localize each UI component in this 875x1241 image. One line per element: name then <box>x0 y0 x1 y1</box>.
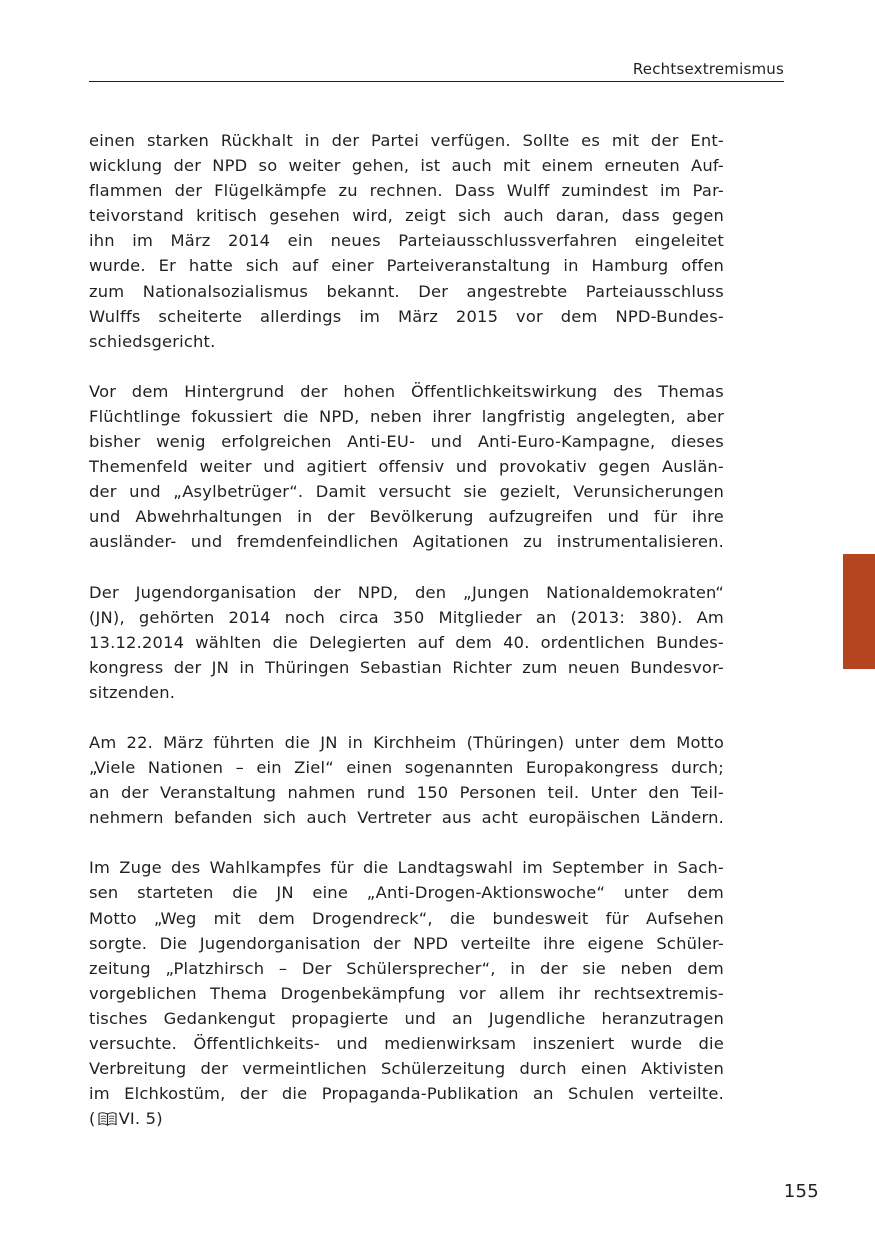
text-line: kongress der JN in Thüringen Sebastian Richter zum neuen Bundesvor- <box>89 657 724 677</box>
text-line: zeitung „Platzhirsch – Der Schülersprecher“, in der sie neben dem <box>89 958 724 978</box>
text-line: flammen der Flügelkämpfe zu rechnen. Dass Wulff zumindest im Par- <box>89 181 724 201</box>
text-line: Vor dem Hintergrund der hohen Öffentlichkeitswirkung des Themas <box>89 381 724 401</box>
text-line: Themenfeld weiter und agitiert offensiv und provokativ gegen Auslän- <box>89 457 724 477</box>
text-line: Am 22. März führten die JN in Kirchheim (Thüringen) unter dem Motto <box>89 732 724 752</box>
text-line: teivorstand kritisch gesehen wird, zeigt sich auch daran, dass gegen <box>89 206 724 226</box>
reference-text: VI. 5) <box>118 1109 163 1129</box>
text-line: und Abwehrhaltungen in der Bevölkerung aufzugreifen und für ihre <box>89 507 724 527</box>
text-line: Wulffs scheiterte allerdings im März 2015 vor dem NPD-Bundes- <box>89 306 724 326</box>
text-line: schiedsgericht. <box>89 331 216 351</box>
paragraph <box>89 128 724 354</box>
text-line: bisher wenig erfolgreichen Anti-EU- und Anti-Euro-Kampagne, dieses <box>89 432 724 452</box>
section-tab-marker <box>843 554 875 669</box>
text-line: „Viele Nationen – ein Ziel“ einen sogenannten Europakongress durch; <box>89 758 724 778</box>
text-line: (JN), gehörten 2014 noch circa 350 Mitglieder an (2013: 380). Am <box>89 607 724 627</box>
text-line: sitzenden. <box>89 682 176 702</box>
text-line: versuchte. Öffentlichkeits- und medienwirksam inszeniert wurde die <box>89 1034 724 1053</box>
text-line: Flüchtlinge fokussiert die NPD, neben ihrer langfristig angelegten, aber <box>89 406 724 426</box>
book-icon <box>98 1108 117 1133</box>
text-line: ausländer- und fremdenfeindlichen Agitationen zu instrumentalisieren. <box>89 532 724 552</box>
text-line: 13.12.2014 wählten die Delegierten auf dem 40. ordentlichen Bundes- <box>89 632 724 652</box>
paragraph <box>89 379 724 555</box>
text-line: ihn im März 2014 ein neues Parteiausschlussverfahren eingeleitet <box>89 231 724 251</box>
text-line: im Elchkostüm, der die Propaganda-Publikation an Schulen verteilte. <box>89 1084 724 1104</box>
text-line: Im Zuge des Wahlkampfes für die Landtagswahl im September in Sach- <box>89 858 724 878</box>
body-text <box>89 128 724 1158</box>
text-line: wurde. Er hatte sich auf einer Parteiveranstaltung in Hamburg offen <box>89 256 724 276</box>
text-line: sorgte. Die Jugendorganisation der NPD verteilte ihre eigene Schüler- <box>89 933 724 953</box>
running-header-title: Rechtsextremismus <box>632 60 784 78</box>
paragraph <box>89 855 724 1133</box>
text-line: Der Jugendorganisation der NPD, den „Jungen Nationaldemokraten“ <box>89 582 724 602</box>
paragraph <box>89 580 724 705</box>
text-line: vorgeblichen Thema Drogenbekämpfung vor allem ihr rechtsextremis- <box>89 983 724 1003</box>
page-number: 155 <box>783 1181 819 1202</box>
text-line: nehmern befanden sich auch Vertreter aus acht europäischen Ländern. <box>89 808 724 828</box>
reference-open-paren: ( <box>89 1109 96 1129</box>
text-line: an der Veranstaltung nahmen rund 150 Personen teil. Unter den Teil- <box>89 783 724 803</box>
running-header <box>89 56 784 82</box>
text-line: sen starteten die JN eine „Anti-Drogen-Aktionswoche“ unter dem <box>89 883 724 903</box>
text-line: einen starken Rückhalt in der Partei verfügen. Sollte es mit der Ent- <box>89 131 724 150</box>
cross-reference[interactable] <box>89 1106 724 1133</box>
text-line: zum Nationalsozialismus bekannt. Der angestrebte Parteiausschluss <box>89 281 724 301</box>
text-line: Motto „Weg mit dem Drogendreck“, die bundesweit für Aufsehen <box>89 908 724 928</box>
paragraph <box>89 730 724 830</box>
text-line: tisches Gedankengut propagierte und an Jugendliche heranzutragen <box>89 1008 724 1028</box>
text-line: Verbreitung der vermeintlichen Schülerzeitung durch einen Aktivisten <box>89 1059 724 1079</box>
text-line: der und „Asylbetrüger“. Damit versucht sie gezielt, Verunsicherungen <box>89 482 724 502</box>
text-line: wicklung der NPD so weiter gehen, ist auch mit einem erneuten Auf- <box>89 156 724 176</box>
